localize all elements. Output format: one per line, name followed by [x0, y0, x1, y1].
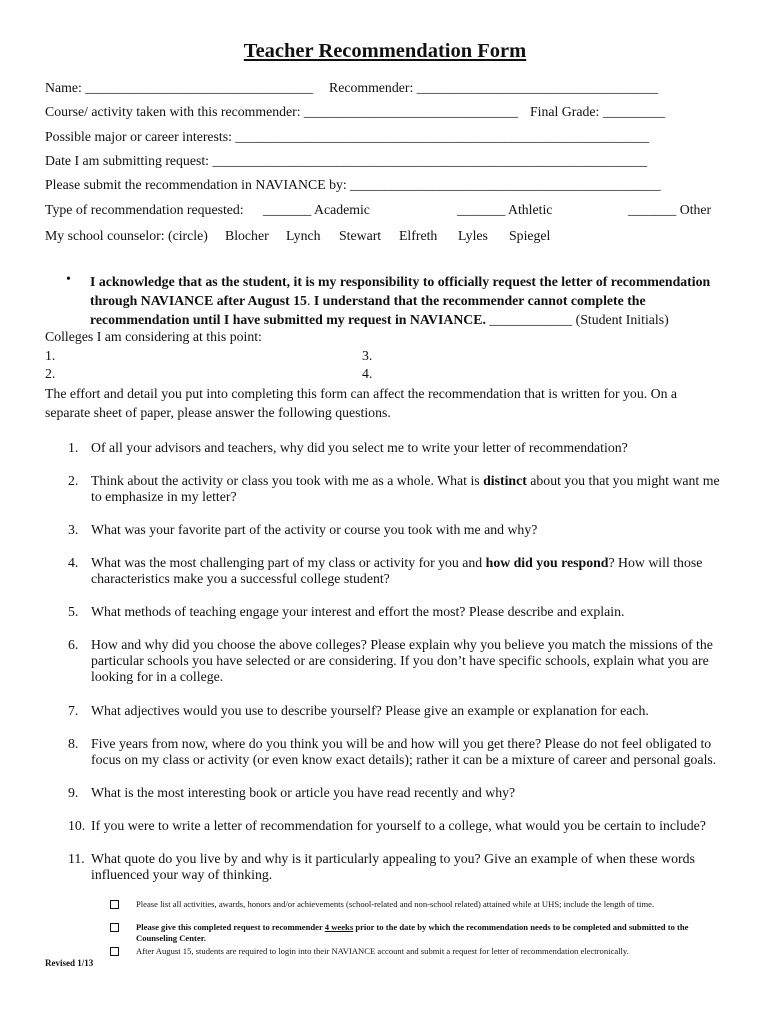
acknowledgment: [90, 272, 730, 329]
question-text: Of all your advisors and teachers, why did you select me to write your letter of recommendation?: [91, 440, 628, 455]
grade-label: Final Grade:: [530, 104, 603, 119]
college-entry-3[interactable]: 3.: [362, 348, 373, 363]
question-text: Think about the activity or class you took with me as a whole. What is distinct about you that you might want me to emphasize in my letter?: [91, 473, 720, 504]
naviance-blank[interactable]: _____________________________________________: [350, 177, 661, 192]
four-weeks-emphasis: 4 weeks: [324, 922, 354, 932]
question-number: 10.: [68, 818, 86, 833]
question-text: What quote do you live by and why is it particularly appealing to you? Give an example of when these words influenced your way of thinking.: [91, 851, 695, 882]
question-text: What is the most interesting book or article you have read recently and why?: [91, 785, 516, 800]
checkbox-icon[interactable]: [110, 947, 119, 956]
counselor-option[interactable]: Lynch: [286, 228, 321, 243]
college-entry-4[interactable]: 4.: [362, 366, 373, 381]
question-text: What was your favorite part of the activity or course you took with me and why?: [91, 522, 538, 537]
checkbox-icon[interactable]: [110, 900, 119, 909]
question-text: If you were to write a letter of recommendation for yourself to a college, what would you be certain to include?: [91, 818, 706, 833]
intro-paragraph: The effort and detail you put into completing this form can affect the recommendation that is written for you. On a separate sheet of paper, please answer the following questions.: [45, 386, 678, 420]
naviance-line: [45, 177, 661, 193]
type-other-option[interactable]: _______ Other: [628, 202, 712, 217]
ack-period: .: [306, 293, 314, 308]
recommender-line: [329, 80, 658, 96]
type-athletic-option[interactable]: _______ Athletic: [457, 202, 553, 217]
question-number: 3.: [68, 522, 79, 537]
initials-blank[interactable]: ____________: [485, 312, 573, 327]
date-line: [45, 153, 647, 169]
counselor-option[interactable]: Spiegel: [509, 228, 551, 243]
course-line: [45, 104, 518, 120]
course-blank[interactable]: _______________________________: [304, 104, 518, 119]
question-number: 2.: [68, 473, 79, 488]
ack-part2: I understand that the recommender cannot complete the recommendation until I have submitted my request in NAVIANCE.: [90, 293, 646, 327]
name-blank[interactable]: _________________________________: [85, 80, 313, 95]
counselor-option[interactable]: Stewart: [339, 228, 382, 243]
note-text: Please give this completed request to recommender 4 weeks prior to the date by which the recommendation needs to be completed and submitted to the Counseling Center.: [136, 922, 689, 943]
name-line: [45, 80, 313, 96]
question-number: 8.: [68, 736, 79, 751]
counselor-label: My school counselor: (circle): [45, 228, 208, 243]
college-entry-1[interactable]: 1.: [45, 348, 56, 363]
course-label: Course/ activity taken with this recommender:: [45, 104, 305, 119]
type-academic-option[interactable]: _______ Academic: [263, 202, 370, 217]
note-text: After August 15, students are required to login into their NAVIANCE account and submit a request for letter of recommendation electronically.: [136, 946, 629, 956]
type-label: Type of recommendation requested:: [45, 202, 244, 217]
colleges-label: Colleges I am considering at this point:: [45, 329, 262, 344]
date-label: Date I am submitting request:: [45, 153, 213, 168]
name-label: Name:: [45, 80, 86, 95]
grade-blank[interactable]: _________: [602, 104, 665, 119]
question-text: What methods of teaching engage your interest and effort the most? Please describe and explain.: [91, 604, 625, 619]
recommender-blank[interactable]: ___________________________________: [416, 80, 659, 95]
emphasis-how-did-you-respond: how did you respond: [485, 555, 609, 570]
question-text: How and why did you choose the above colleges? Please explain why you believe you match the missions of the particular schools you have selected or are considering. If you don’t have specific schools, explain what you are looking for in a college.: [91, 637, 713, 684]
bullet-icon: •: [66, 272, 71, 287]
question-number: 11.: [68, 851, 85, 866]
major-blank[interactable]: ____________________________________________________________: [235, 129, 650, 144]
question-number: 4.: [68, 555, 79, 570]
note-text: Please list all activities, awards, honors and/or achievements (school-related and non-school related) attained while at UHS; include the length of time.: [136, 899, 655, 909]
question-number: 1.: [68, 440, 79, 455]
question-text: Five years from now, where do you think you will be and how will you get there? Please do not feel obligated to focus on my class or activity (or even know exact details); rather it can be a mixture of career and personal goals.: [91, 736, 717, 767]
revision-label: Revised 1/13: [45, 958, 94, 968]
college-entry-2[interactable]: 2.: [45, 366, 56, 381]
question-number: 5.: [68, 604, 79, 619]
question-number: 7.: [68, 703, 79, 718]
major-label: Possible major or career interests:: [45, 129, 236, 144]
grade-line: [530, 104, 665, 120]
question-text: What was the most challenging part of my class or activity for you and how did you respond? How will those characteristics make you a successful college student?: [91, 555, 703, 586]
recommender-label: Recommender:: [329, 80, 417, 95]
emphasis-distinct: distinct: [483, 473, 527, 488]
initials-label: (Student Initials): [572, 312, 669, 327]
counselor-option[interactable]: Lyles: [458, 228, 488, 243]
ack-part1: I acknowledge that as the student, it is my responsibility to officially request the letter of recommendation through NAVIANCE after August 15: [90, 274, 711, 308]
question-number: 9.: [68, 785, 79, 800]
question-text: What adjectives would you use to describe yourself? Please give an example or explanation for each.: [91, 703, 649, 718]
counselor-option[interactable]: Elfreth: [399, 228, 438, 243]
page-title: Teacher Recommendation Form: [243, 40, 527, 62]
major-line: [45, 129, 649, 145]
checkbox-icon[interactable]: [110, 923, 119, 932]
counselor-option[interactable]: Blocher: [225, 228, 269, 243]
question-number: 6.: [68, 637, 79, 652]
naviance-label: Please submit the recommendation in NAVIANCE by:: [45, 177, 351, 192]
date-blank[interactable]: _______________________________________________________________: [212, 153, 648, 168]
